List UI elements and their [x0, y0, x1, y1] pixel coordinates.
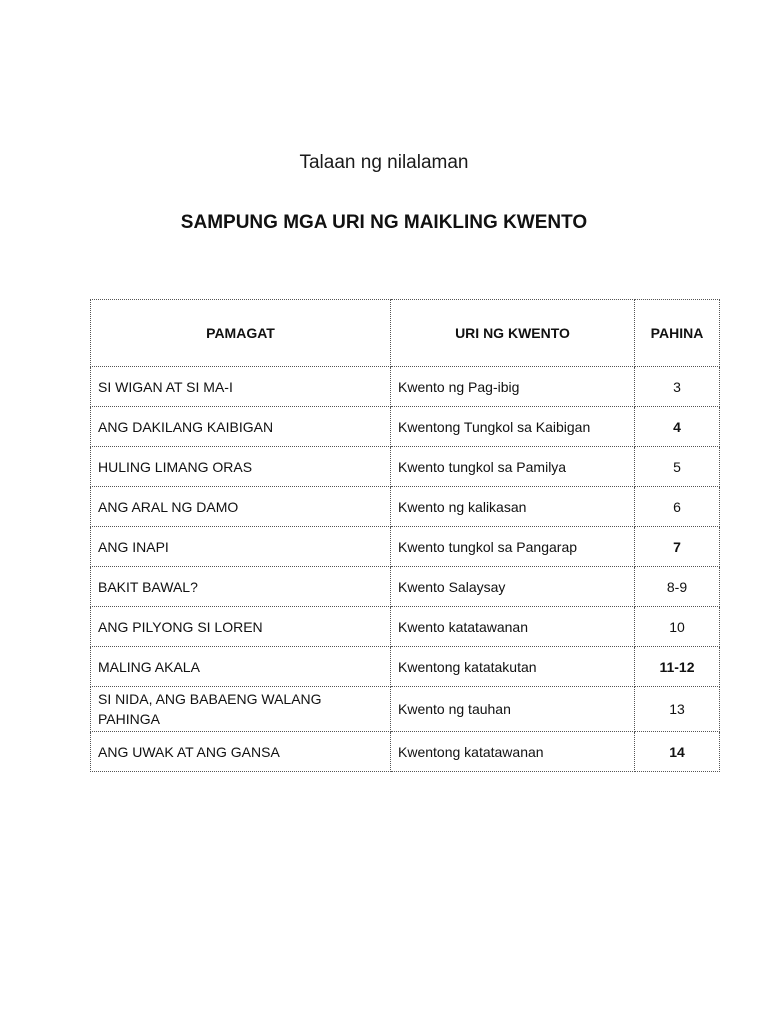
row-page: 8-9: [635, 567, 720, 607]
row-title: SI WIGAN AT SI MA-I: [91, 367, 391, 407]
row-type: Kwentong katatawanan: [391, 732, 635, 772]
row-type: Kwento tungkol sa Pamilya: [391, 447, 635, 487]
row-title: ANG PILYONG SI LOREN: [91, 607, 391, 647]
row-type: Kwentong katatakutan: [391, 647, 635, 687]
row-page: 10: [635, 607, 720, 647]
table-header-row: [91, 300, 720, 367]
row-title: ANG UWAK AT ANG GANSA: [91, 732, 391, 772]
document-title: SAMPUNG MGA URI NG MAIKLING KWENTO: [180, 212, 588, 233]
row-page: 11-12: [635, 647, 720, 687]
row-title: ANG ARAL NG DAMO: [91, 487, 391, 527]
header-type: URI NG KWENTO: [391, 300, 635, 367]
header-page: PAHINA: [635, 300, 720, 367]
table-row: [91, 732, 720, 772]
row-title: HULING LIMANG ORAS: [91, 447, 391, 487]
row-page: 13: [635, 687, 720, 732]
table-row: [91, 407, 720, 447]
table-row: [91, 487, 720, 527]
row-page: 5: [635, 447, 720, 487]
row-type: Kwento ng kalikasan: [391, 487, 635, 527]
row-title: BAKIT BAWAL?: [91, 567, 391, 607]
table-row: [91, 647, 720, 687]
row-title: SI NIDA, ANG BABAENG WALANG PAHINGA: [91, 687, 391, 732]
table-row: [91, 447, 720, 487]
row-type: Kwento Salaysay: [391, 567, 635, 607]
row-page: 7: [635, 527, 720, 567]
row-type: Kwento katatawanan: [391, 607, 635, 647]
row-title: ANG DAKILANG KAIBIGAN: [91, 407, 391, 447]
row-type: Kwento tungkol sa Pangarap: [391, 527, 635, 567]
row-page: 6: [635, 487, 720, 527]
row-type: Kwento ng tauhan: [391, 687, 635, 732]
header-title: PAMAGAT: [91, 300, 391, 367]
row-type: Kwentong Tungkol sa Kaibigan: [391, 407, 635, 447]
table-row: [91, 607, 720, 647]
document-subtitle: Talaan ng nilalaman: [299, 152, 469, 173]
table-of-contents: [90, 299, 720, 772]
table-row: [91, 687, 720, 732]
table-row: [91, 367, 720, 407]
row-title: ANG INAPI: [91, 527, 391, 567]
row-type: Kwento ng Pag-ibig: [391, 367, 635, 407]
row-title: MALING AKALA: [91, 647, 391, 687]
table-row: [91, 527, 720, 567]
row-page: 14: [635, 732, 720, 772]
row-page: 4: [635, 407, 720, 447]
table-row: [91, 567, 720, 607]
row-page: 3: [635, 367, 720, 407]
